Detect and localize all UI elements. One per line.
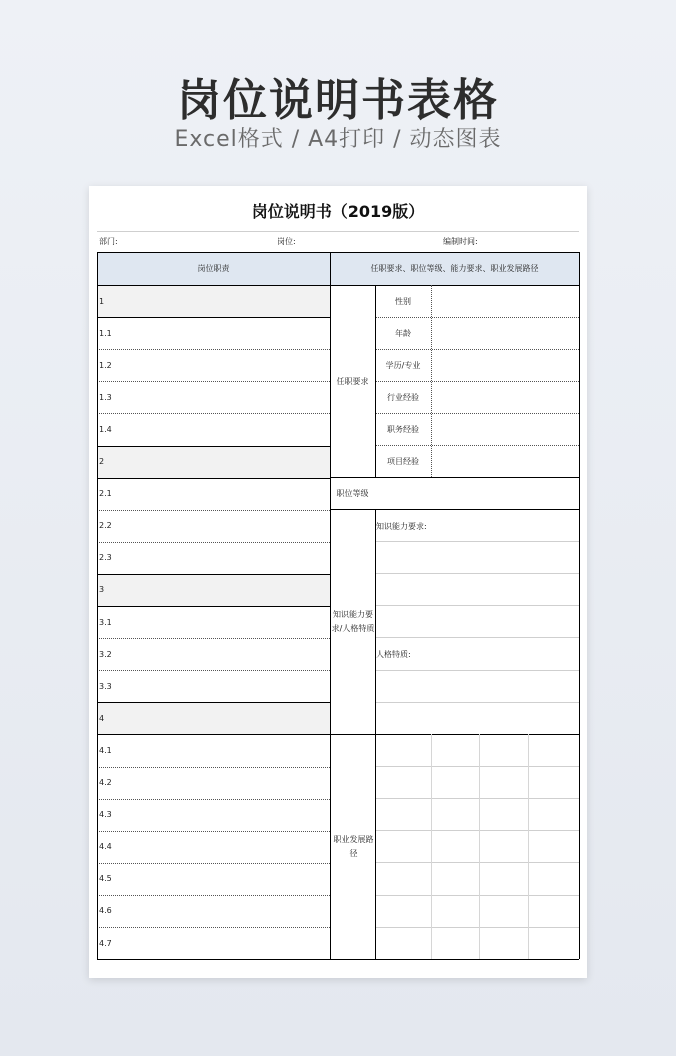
requirement-item-label: 行业经验 [387,392,419,402]
duty-item-label: 4.6 [99,906,112,916]
table-top-border [97,252,579,253]
duty-item-label: 1.4 [99,424,112,434]
requirements-bottom-border [330,477,579,478]
duty-row-line [97,413,330,414]
career-grid-line [375,830,579,831]
duty-item-label: 1.1 [99,328,112,338]
duty-section-label: 4 [99,713,105,723]
ability-grid-line [375,573,579,574]
job-description-sheet [97,194,579,970]
duty-item-label: 1.3 [99,392,112,402]
department-label: 部门: [99,237,118,246]
requirement-item-label: 性别 [395,296,411,306]
requirement-item-label: 年龄 [395,328,411,338]
requirements-label: 任职要求 [336,376,369,386]
knowledge-label: 知识能力要求: [376,522,427,531]
career-grid-line [375,895,579,896]
duty-row-line [97,895,330,896]
career-label: 职业发展路径 [333,834,374,858]
duty-row-line [97,510,330,511]
duty-item-label: 4.3 [99,810,112,820]
duty-row-line [97,734,330,735]
duty-row-line [97,542,330,543]
duty-item-label: 2.1 [99,489,112,499]
duty-row-line [97,478,330,479]
duty-item-label: 4.4 [99,842,112,852]
duty-row-line [97,670,330,671]
header-requirements: 任职要求、职位等级、能力要求、职业发展路径 [370,264,539,273]
column-divider [330,252,331,959]
ability-label: 知识能力要求/人格特质 [331,609,375,633]
duty-row-line [97,574,330,575]
duty-row-line [97,317,330,318]
requirement-item-label: 项目经验 [387,456,419,466]
requirements-label-divider [375,285,376,477]
title-divider [97,231,579,232]
ability-grid-line [375,702,579,703]
table-left-border [97,252,98,959]
duty-row-line [97,381,330,382]
ability-grid-line [375,637,579,638]
duty-item-label: 3.3 [99,681,112,691]
career-grid-line [375,927,579,928]
duty-row-line [97,446,330,447]
duty-row-line [97,606,330,607]
ability-label-divider [375,509,376,959]
date-label: 编制时间: [443,237,478,246]
duty-row-line [97,702,330,703]
duty-row-line [97,799,330,800]
duty-item-label: 4.2 [99,778,112,788]
requirement-row-line [375,349,579,350]
table-bottom-border [97,959,579,960]
requirement-item-label: 职务经验 [387,424,419,434]
level-label: 职位等级 [336,488,369,498]
duty-row-line [97,349,330,350]
duty-item-label: 4.1 [99,745,112,755]
duty-section-label: 1 [99,296,105,306]
document-title: 岗位说明书（2019版） [251,202,425,221]
duty-item-label: 2.2 [99,521,112,531]
career-grid-line [375,862,579,863]
requirement-row-line [375,445,579,446]
requirement-row-line [375,381,579,382]
duty-row-line [97,767,330,768]
duty-section-label: 2 [99,457,105,467]
duty-item-label: 1.2 [99,360,112,370]
hero-subtitle: Excel格式 / A4打印 / 动态图表 [174,127,502,152]
ability-grid-line [375,541,579,542]
ability-grid-line [375,670,579,671]
document-paper [89,186,587,978]
header-duties: 岗位职责 [197,264,230,273]
requirement-row-line [375,317,579,318]
duty-row-line [97,638,330,639]
career-grid-column [479,734,480,959]
hero-title: 岗位说明书表格 [177,75,499,126]
duty-section-label: 3 [99,585,105,595]
requirement-item-label: 学历/专业 [385,360,421,370]
position-label: 岗位: [277,237,296,246]
ability-bottom-border [330,734,579,735]
requirements-value-divider [431,285,432,477]
header-bottom-border [97,285,579,286]
duty-row-line [97,831,330,832]
career-grid-column [431,734,432,959]
ability-grid-line [375,605,579,606]
level-bottom-border [330,509,579,510]
duty-row-line [97,863,330,864]
personality-label: 人格特质: [376,650,411,659]
duty-item-label: 2.3 [99,553,112,563]
table-right-border [579,252,580,959]
duty-row-line [97,927,330,928]
career-grid-column [528,734,529,959]
career-grid-line [375,766,579,767]
duty-item-label: 3.2 [99,649,112,659]
duty-item-label: 4.7 [99,938,112,948]
requirement-row-line [375,413,579,414]
career-grid-line [375,798,579,799]
duty-item-label: 4.5 [99,874,112,884]
duty-item-label: 3.1 [99,617,112,627]
